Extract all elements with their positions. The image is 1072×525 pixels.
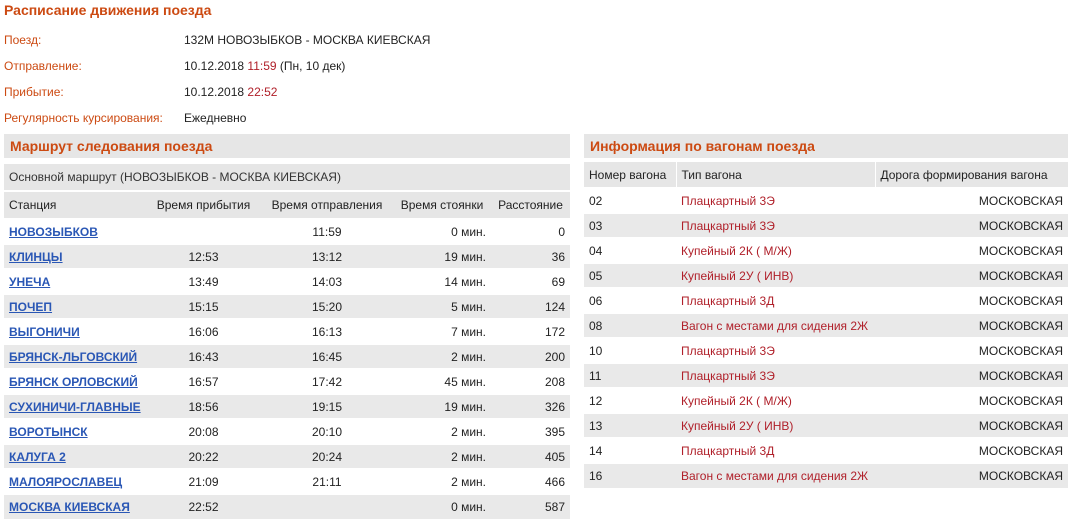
wagon-number-cell: 16 bbox=[584, 463, 676, 488]
station-cell bbox=[4, 494, 146, 519]
route-row bbox=[4, 319, 570, 344]
route-col-station: Станция bbox=[4, 191, 146, 219]
route-panel-title: Маршрут следования поезда bbox=[4, 134, 570, 158]
wagon-number-cell: 02 bbox=[584, 188, 676, 213]
stop-cell: 19 мин. bbox=[393, 394, 491, 419]
distance-cell: 172 bbox=[491, 319, 570, 344]
wagons-panel-title: Информация по вагонам поезда bbox=[584, 134, 1068, 158]
wagon-type-cell: Плацкартный 3Э bbox=[676, 338, 875, 363]
distance-cell: 36 bbox=[491, 244, 570, 269]
route-subtitle: Основной маршрут (НОВОЗЫБКОВ - МОСКВА КИЕВСКАЯ) bbox=[4, 163, 570, 191]
route-col-departure: Время отправления bbox=[261, 191, 393, 219]
distance-cell: 200 bbox=[491, 344, 570, 369]
departure-cell: 16:45 bbox=[261, 344, 393, 369]
departure-label: Отправление: bbox=[4, 59, 82, 73]
arrival-value bbox=[184, 83, 277, 101]
arrival-cell: 18:56 bbox=[146, 394, 261, 419]
wagon-number-cell: 03 bbox=[584, 213, 676, 238]
regularity-value: Ежедневно bbox=[184, 111, 247, 125]
wagon-road-cell: МОСКОВСКАЯ bbox=[875, 363, 1068, 388]
wagon-road-cell: МОСКОВСКАЯ bbox=[875, 338, 1068, 363]
wagon-number-cell: 14 bbox=[584, 438, 676, 463]
distance-cell: 405 bbox=[491, 444, 570, 469]
departure-cell: 20:10 bbox=[261, 419, 393, 444]
route-row bbox=[4, 219, 570, 244]
regularity-label: Регулярность курсирования: bbox=[4, 111, 163, 125]
wagons-col-type: Тип вагона bbox=[676, 162, 875, 188]
departure-extra: (Пн, 10 дек) bbox=[279, 59, 346, 73]
arrival-cell: 16:43 bbox=[146, 344, 261, 369]
wagon-number-cell: 11 bbox=[584, 363, 676, 388]
departure-cell: 16:13 bbox=[261, 319, 393, 344]
station-link[interactable]: НОВОЗЫБКОВ bbox=[9, 224, 98, 239]
wagon-road-cell: МОСКОВСКАЯ bbox=[875, 388, 1068, 413]
wagon-number-cell: 10 bbox=[584, 338, 676, 363]
station-cell bbox=[4, 444, 146, 469]
departure-cell: 17:42 bbox=[261, 369, 393, 394]
departure-cell: 21:11 bbox=[261, 469, 393, 494]
station-cell bbox=[4, 294, 146, 319]
station-link[interactable]: КАЛУГА 2 bbox=[9, 449, 66, 464]
train-info-row bbox=[4, 31, 704, 49]
route-col-arrival: Время прибытия bbox=[146, 191, 261, 219]
station-link[interactable]: БРЯНСК ОРЛОВСКИЙ bbox=[9, 374, 138, 389]
station-cell bbox=[4, 219, 146, 244]
arrival-cell: 15:15 bbox=[146, 294, 261, 319]
wagon-road-cell: МОСКОВСКАЯ bbox=[875, 213, 1068, 238]
wagons-table bbox=[584, 162, 1068, 488]
wagon-type-cell: Плацкартный 3Э bbox=[676, 363, 875, 388]
station-link[interactable]: СУХИНИЧИ-ГЛАВНЫЕ bbox=[9, 399, 141, 414]
wagon-road-cell: МОСКОВСКАЯ bbox=[875, 238, 1068, 263]
departure-time: 11:59 bbox=[247, 59, 277, 73]
stop-cell: 2 мин. bbox=[393, 419, 491, 444]
arrival-cell: 21:09 bbox=[146, 469, 261, 494]
departure-cell: 11:59 bbox=[261, 219, 393, 244]
departure-cell: 14:03 bbox=[261, 269, 393, 294]
wagon-number-cell: 06 bbox=[584, 288, 676, 313]
wagon-row bbox=[584, 463, 1068, 488]
departure-cell: 13:12 bbox=[261, 244, 393, 269]
wagon-type-cell: Плацкартный 3Э bbox=[676, 188, 875, 213]
route-row bbox=[4, 494, 570, 519]
wagon-type-cell: Купейный 2К ( М/Ж) bbox=[676, 238, 875, 263]
wagon-row bbox=[584, 313, 1068, 338]
wagon-row bbox=[584, 238, 1068, 263]
station-cell bbox=[4, 344, 146, 369]
wagon-road-cell: МОСКОВСКАЯ bbox=[875, 288, 1068, 313]
route-table bbox=[4, 162, 570, 519]
regularity-info-row bbox=[4, 109, 704, 127]
station-link[interactable]: БРЯНСК-ЛЬГОВСКИЙ bbox=[9, 349, 138, 364]
stop-cell: 19 мин. bbox=[393, 244, 491, 269]
stop-cell: 2 мин. bbox=[393, 344, 491, 369]
wagon-row bbox=[584, 213, 1068, 238]
distance-cell: 69 bbox=[491, 269, 570, 294]
distance-cell: 395 bbox=[491, 419, 570, 444]
wagon-number-cell: 13 bbox=[584, 413, 676, 438]
wagon-road-cell: МОСКОВСКАЯ bbox=[875, 463, 1068, 488]
arrival-cell: 16:57 bbox=[146, 369, 261, 394]
distance-cell: 587 bbox=[491, 494, 570, 519]
wagon-row bbox=[584, 338, 1068, 363]
page-title: Расписание движения поезда bbox=[4, 2, 212, 18]
route-row bbox=[4, 244, 570, 269]
arrival-cell: 20:22 bbox=[146, 444, 261, 469]
wagon-row bbox=[584, 263, 1068, 288]
station-cell bbox=[4, 269, 146, 294]
wagon-road-cell: МОСКОВСКАЯ bbox=[875, 188, 1068, 213]
stop-cell: 0 мин. bbox=[393, 219, 491, 244]
arrival-cell bbox=[146, 219, 261, 244]
route-row bbox=[4, 269, 570, 294]
departure-value bbox=[184, 57, 345, 75]
route-col-distance: Расстояние bbox=[491, 191, 570, 219]
wagon-row bbox=[584, 363, 1068, 388]
route-row bbox=[4, 469, 570, 494]
route-row bbox=[4, 444, 570, 469]
stop-cell: 45 мин. bbox=[393, 369, 491, 394]
arrival-cell: 16:06 bbox=[146, 319, 261, 344]
wagon-road-cell: МОСКОВСКАЯ bbox=[875, 413, 1068, 438]
route-row bbox=[4, 369, 570, 394]
wagon-type-cell: Плацкартный 3Э bbox=[676, 213, 875, 238]
distance-cell: 0 bbox=[491, 219, 570, 244]
arrival-cell: 22:52 bbox=[146, 494, 261, 519]
wagon-type-cell: Плацкартный 3Д bbox=[676, 288, 875, 313]
wagon-number-cell: 12 bbox=[584, 388, 676, 413]
departure-cell: 19:15 bbox=[261, 394, 393, 419]
departure-cell: 20:24 bbox=[261, 444, 393, 469]
station-link[interactable]: УНЕЧА bbox=[9, 274, 51, 289]
station-cell bbox=[4, 419, 146, 444]
station-link[interactable]: ВОРОТЫНСК bbox=[9, 424, 88, 439]
train-label: Поезд: bbox=[4, 33, 42, 47]
wagon-number-cell: 05 bbox=[584, 263, 676, 288]
stop-cell: 0 мин. bbox=[393, 494, 491, 519]
route-row bbox=[4, 419, 570, 444]
wagon-row bbox=[584, 288, 1068, 313]
route-col-stop: Время стоянки bbox=[393, 191, 491, 219]
wagon-type-cell: Вагон с местами для сидения 2Ж bbox=[676, 463, 875, 488]
arrival-cell: 13:49 bbox=[146, 269, 261, 294]
wagon-type-cell: Купейный 2У ( ИНВ) bbox=[676, 413, 875, 438]
wagon-number-cell: 04 bbox=[584, 238, 676, 263]
wagon-number-cell: 08 bbox=[584, 313, 676, 338]
wagon-type-cell: Купейный 2К ( М/Ж) bbox=[676, 388, 875, 413]
station-cell bbox=[4, 244, 146, 269]
stop-cell: 5 мин. bbox=[393, 294, 491, 319]
arrival-label: Прибытие: bbox=[4, 85, 64, 99]
wagon-row bbox=[584, 188, 1068, 213]
departure-cell: 15:20 bbox=[261, 294, 393, 319]
stop-cell: 2 мин. bbox=[393, 444, 491, 469]
arrival-cell: 12:53 bbox=[146, 244, 261, 269]
station-link[interactable]: КЛИНЦЫ bbox=[9, 249, 63, 264]
wagon-road-cell: МОСКОВСКАЯ bbox=[875, 438, 1068, 463]
wagons-col-road: Дорога формирования вагона bbox=[875, 162, 1068, 188]
arrival-info-row bbox=[4, 83, 704, 101]
wagon-road-cell: МОСКОВСКАЯ bbox=[875, 263, 1068, 288]
wagon-road-cell: МОСКОВСКАЯ bbox=[875, 313, 1068, 338]
stop-cell: 14 мин. bbox=[393, 269, 491, 294]
route-row bbox=[4, 394, 570, 419]
distance-cell: 326 bbox=[491, 394, 570, 419]
departure-cell bbox=[261, 494, 393, 519]
wagon-row bbox=[584, 413, 1068, 438]
station-cell bbox=[4, 369, 146, 394]
arrival-cell: 20:08 bbox=[146, 419, 261, 444]
arrival-date: 10.12.2018 bbox=[184, 85, 245, 99]
distance-cell: 208 bbox=[491, 369, 570, 394]
route-row bbox=[4, 294, 570, 319]
wagon-type-cell: Вагон с местами для сидения 2Ж bbox=[676, 313, 875, 338]
station-link[interactable]: ВЫГОНИЧИ bbox=[9, 324, 80, 339]
arrival-time: 22:52 bbox=[247, 85, 278, 99]
stop-cell: 7 мин. bbox=[393, 319, 491, 344]
distance-cell: 466 bbox=[491, 469, 570, 494]
station-link[interactable]: ПОЧЕП bbox=[9, 299, 53, 314]
wagons-col-number: Номер вагона bbox=[584, 162, 676, 188]
train-value: 132М НОВОЗЫБКОВ - МОСКВА КИЕВСКАЯ bbox=[184, 33, 431, 47]
route-row bbox=[4, 344, 570, 369]
station-link[interactable]: МАЛОЯРОСЛАВЕЦ bbox=[9, 474, 123, 489]
station-cell bbox=[4, 394, 146, 419]
station-cell bbox=[4, 319, 146, 344]
departure-info-row bbox=[4, 57, 704, 75]
station-link[interactable]: МОСКВА КИЕВСКАЯ bbox=[9, 500, 130, 514]
distance-cell: 124 bbox=[491, 294, 570, 319]
wagon-row bbox=[584, 438, 1068, 463]
wagon-row bbox=[584, 388, 1068, 413]
stop-cell: 2 мин. bbox=[393, 469, 491, 494]
departure-date: 10.12.2018 bbox=[184, 59, 245, 73]
station-cell bbox=[4, 469, 146, 494]
wagon-type-cell: Купейный 2У ( ИНВ) bbox=[676, 263, 875, 288]
wagon-type-cell: Плацкартный 3Д bbox=[676, 438, 875, 463]
